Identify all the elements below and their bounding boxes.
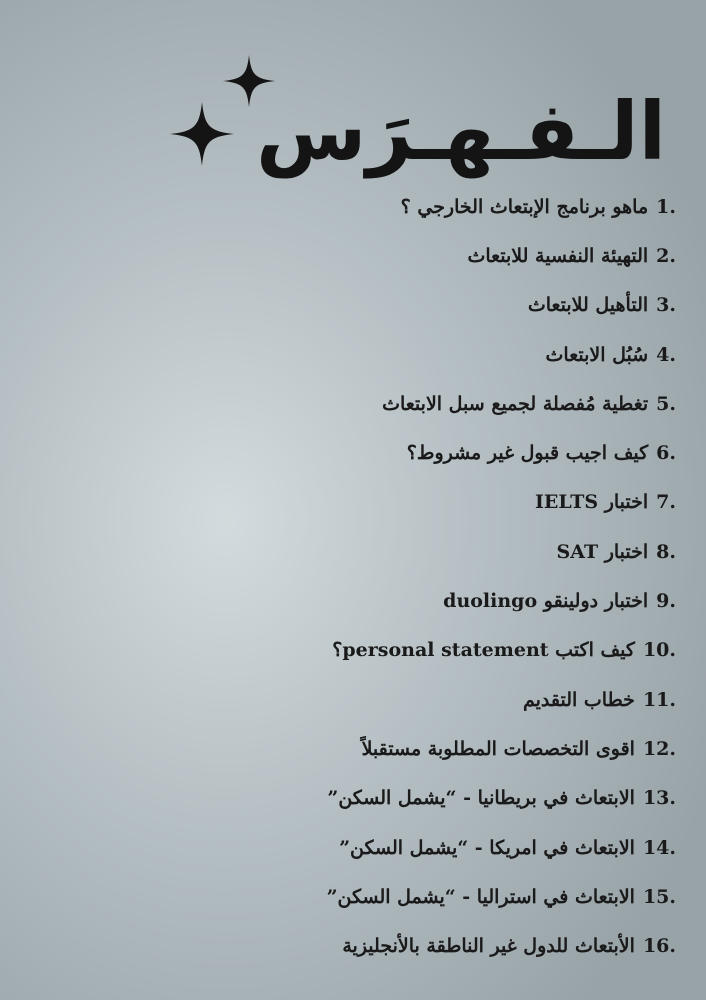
toc-item-text: اقوى التخصصات المطلوبة مستقبلاً — [361, 737, 635, 760]
toc-item[interactable] — [36, 182, 676, 231]
toc-item-text: الأبتعاث للدول غير الناطقة بالأنجليزية — [342, 935, 635, 958]
toc-item-number: 4. — [656, 343, 676, 366]
toc-item-number: 13. — [642, 787, 676, 810]
toc-item-text: اختبار SAT — [556, 540, 649, 563]
toc-item-number: 14. — [642, 836, 676, 859]
toc-item-number: 1. — [656, 195, 676, 218]
toc-item-number: 2. — [656, 244, 676, 267]
toc-item-text: ماهو برنامج الإبتعاث الخارجي ؟ — [400, 195, 649, 218]
toc-item[interactable] — [36, 823, 676, 872]
toc-item[interactable] — [36, 379, 676, 428]
toc-item[interactable] — [36, 675, 676, 724]
toc-item-text: خطاب التقديم — [522, 688, 635, 711]
toc-item[interactable] — [36, 428, 676, 477]
toc-item-number: 9. — [656, 590, 676, 613]
toc-item[interactable] — [36, 626, 676, 675]
toc-item-number: 3. — [656, 294, 676, 317]
toc-item-number: 6. — [656, 442, 676, 465]
toc-item-text: تغطية مُفصلة لجميع سبل الابتعاث — [382, 392, 649, 415]
toc-item[interactable] — [36, 921, 676, 970]
toc-item-number: 10. — [642, 639, 676, 662]
toc-item[interactable] — [36, 330, 676, 379]
toc-item-text: الابتعاث في امريكا - “يشمل السكن” — [339, 836, 635, 859]
toc-item-text: التأهيل للابتعاث — [527, 294, 649, 317]
toc-item[interactable] — [36, 724, 676, 773]
toc-item-number: 8. — [656, 540, 676, 563]
toc-item[interactable] — [36, 576, 676, 625]
toc-item-text: كيف اكتب personal statement؟ — [332, 639, 635, 662]
toc-item-text: سُبُل الابتعاث — [545, 343, 649, 366]
toc-item[interactable] — [36, 527, 676, 576]
toc-item-text: اختبار دولينقو duolingo — [443, 590, 649, 613]
toc-item-number: 11. — [642, 688, 676, 711]
toc-item-text: الابتعاث في بريطانيا - “يشمل السكن” — [327, 787, 635, 810]
toc-item[interactable] — [36, 872, 676, 921]
page-title: الـفـهـرَس — [255, 85, 666, 178]
toc-item[interactable] — [36, 774, 676, 823]
toc-item-text: كيف اجيب قبول غير مشروط؟ — [406, 442, 649, 465]
toc-item-text: التهيئة النفسية للابتعاث — [467, 244, 649, 267]
sparkle-icon — [170, 102, 234, 166]
toc-item[interactable] — [36, 231, 676, 280]
toc-item-number: 12. — [642, 737, 676, 760]
table-of-contents — [36, 182, 676, 971]
toc-item-number: 7. — [656, 491, 676, 514]
toc-item-number: 5. — [656, 392, 676, 415]
toc-item[interactable] — [36, 281, 676, 330]
toc-item-number: 16. — [642, 935, 676, 958]
page-title-wrap — [256, 72, 666, 192]
toc-item-number: 15. — [642, 885, 676, 908]
toc-item[interactable] — [36, 478, 676, 527]
toc-item-text: الابتعاث في استراليا - “يشمل السكن” — [326, 885, 635, 908]
toc-item-text: اختبار IELTS — [535, 491, 649, 514]
